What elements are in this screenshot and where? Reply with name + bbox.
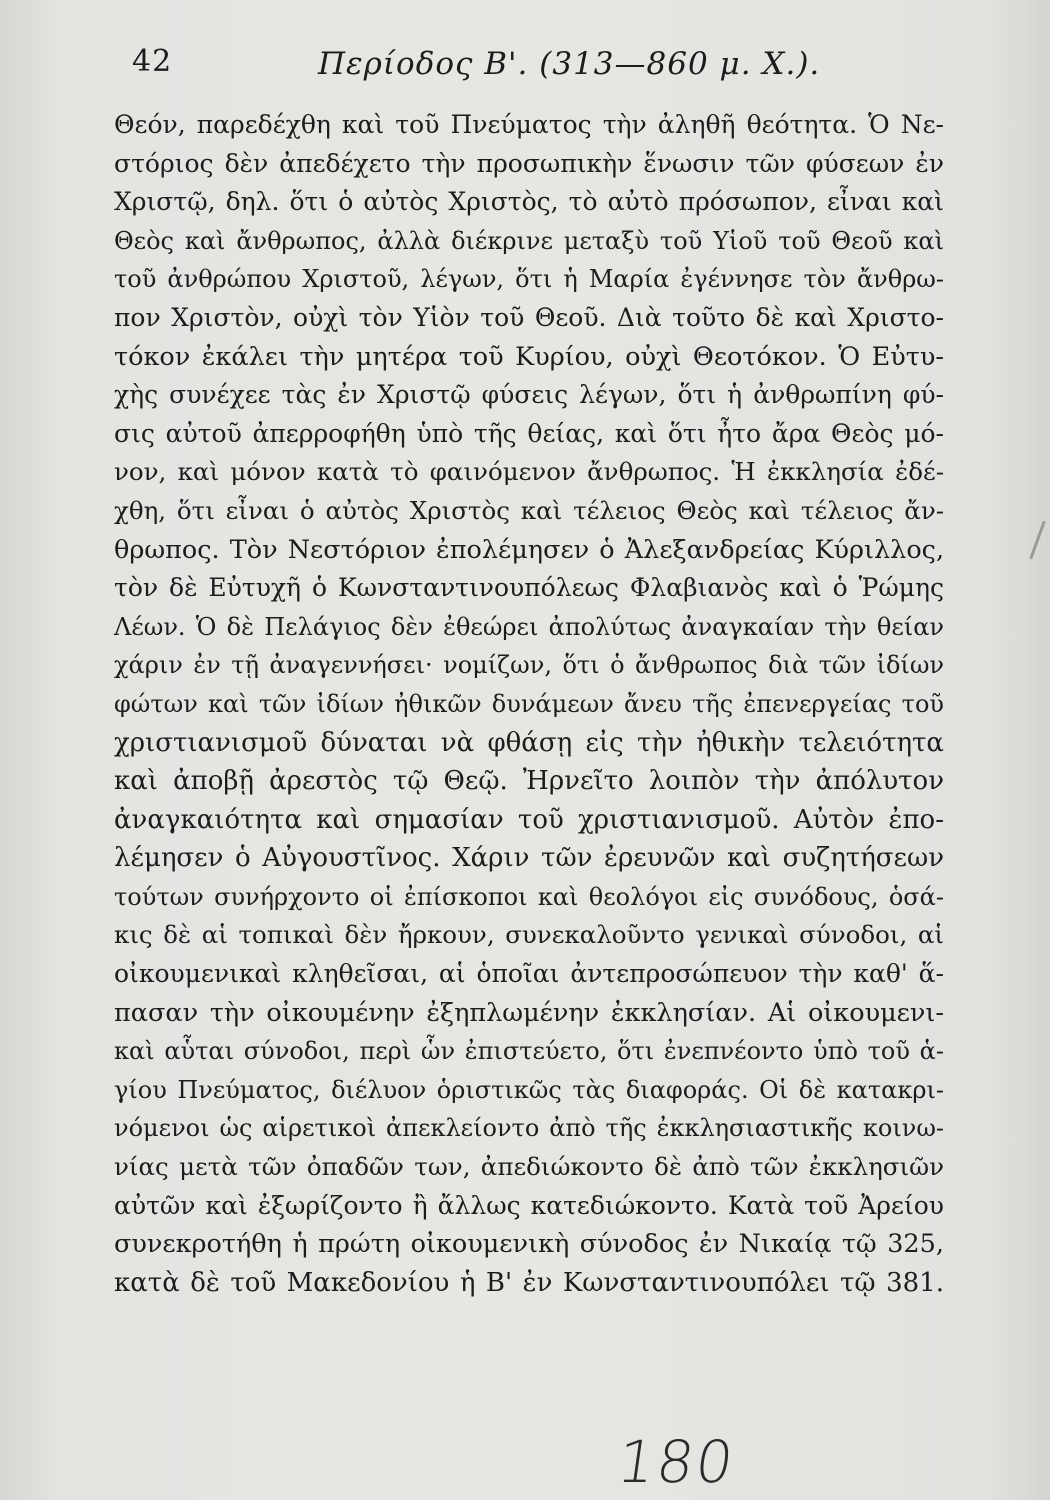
text-line: τοῦ ἀνθρώπου Χριστοῦ, λέγων, ὅτι ἡ Μαρία ἐγέννησε τὸν ἄνθρω- <box>114 265 944 294</box>
text-line: στόριος δὲν ἀπεδέχετο τὴν προσωπικὴν ἕνωσιν τῶν φύσεων ἐν <box>114 148 944 178</box>
text-line: φώτων καὶ τῶν ἰδίων ἠθικῶν δυνάμεων ἄνευ τῆς ἐπενεργείας τοῦ <box>114 689 944 718</box>
text-line: νόμενοι ὡς αἱρετικοὶ ἀπεκλείοντο ἀπὸ τῆς ἐκκλησιαστικῆς κοινω- <box>114 1114 944 1143</box>
page-number: 42 <box>132 44 173 79</box>
text-line: τὸν δὲ Εὐτυχῆ ὁ Κωνσταντινουπόλεως Φλαβιανὸς καὶ ὁ Ῥώμης <box>114 573 944 603</box>
text-line: καὶ ἀποβῇ ἀρεστὸς τῷ Θεῷ. Ἠρνεῖτο λοιπὸν τὴν ἀπόλυτον <box>114 766 944 797</box>
text-line: πον Χριστὸν, οὐχὶ τὸν Υἱὸν τοῦ Θεοῦ. Διὰ τοῦτο δὲ καὶ Χριστο- <box>114 302 944 332</box>
text-line: τόκον ἐκάλει τὴν μητέρα τοῦ Κυρίου, οὐχὶ Θεοτόκον. Ὁ Εὐτυ- <box>114 341 944 372</box>
text-line: Λέων. Ὁ δὲ Πελάγιος δὲν ἐθεώρει ἀπολύτως ἀναγκαίαν τὴν θείαν <box>114 612 944 641</box>
body-text <box>114 106 944 1302</box>
text-line: οἰκουμενικαὶ κληθεῖσαι, αἱ ὁποῖαι ἀντεπροσώπευον τὴν καθ' ἅ- <box>114 959 944 989</box>
text-line: τούτων συνήρχοντο οἱ ἐπίσκοποι καὶ θεολόγοι εἰς συνόδους, ὁσά- <box>114 882 944 911</box>
text-line: χάριν ἐν τῇ ἀναγεννήσει· νομίζων, ὅτι ὁ ἄνθρωπος διὰ τῶν ἰδίων <box>114 651 944 680</box>
page-header <box>0 44 1050 104</box>
text-line: χθη, ὅτι εἶναι ὁ αὐτὸς Χριστὸς καὶ τέλειος Θεὸς καὶ τέλειος ἄν- <box>114 495 944 525</box>
running-head: Περίοδος Β'. (313—860 μ. Χ.). <box>318 46 821 82</box>
text-line: ἀναγκαιότητα καὶ σημασίαν τοῦ χριστιανισμοῦ. Αὐτὸν ἐπο- <box>114 804 944 835</box>
handwritten-folio-number: 180 <box>613 1428 740 1496</box>
text-line: Χριστῷ, δηλ. ὅτι ὁ αὐτὸς Χριστὸς, τὸ αὐτὸ πρόσωπον, εἶναι καὶ <box>114 187 944 217</box>
text-line: κις δὲ αἱ τοπικαὶ δὲν ἤρκουν, συνεκαλοῦντο γενικαὶ σύνοδοι, αἱ <box>114 920 944 950</box>
margin-mark <box>1029 521 1046 560</box>
text-line: κατὰ δὲ τοῦ Μακεδονίου ἡ Β' ἐν Κωνσταντινουπόλει τῷ 381. <box>114 1267 944 1298</box>
text-line: νον, καὶ μόνον κατὰ τὸ φαινόμενον ἄνθρωπος. Ἡ ἐκκλησία ἐδέ- <box>114 457 944 487</box>
text-line: Θεὸς καὶ ἄνθρωπος, ἀλλὰ διέκρινε μεταξὺ τοῦ Υἱοῦ τοῦ Θεοῦ καὶ <box>114 226 944 255</box>
text-line: αὐτῶν καὶ ἐξωρίζοντο ἢ ἄλλως κατεδιώκοντο. Κατὰ τοῦ Ἀρείου <box>114 1190 944 1220</box>
text-line: χριστιανισμοῦ δύναται νὰ φθάσῃ εἰς τὴν ἠθικὴν τελειότητα <box>114 727 944 758</box>
text-line: Θεόν, παρεδέχθη καὶ τοῦ Πνεύματος τὴν ἀληθῆ θεότητα. Ὁ Νε- <box>114 110 944 139</box>
text-line: θρωπος. Τὸν Νεστόριον ἐπολέμησεν ὁ Ἀλεξανδρείας Κύριλλος, <box>114 534 945 565</box>
text-line: νίας μετὰ τῶν ὀπαδῶν των, ἀπεδιώκοντο δὲ ἀπὸ τῶν ἐκκλησιῶν <box>114 1152 944 1182</box>
text-line: συνεκροτήθη ἡ πρώτη οἰκουμενικὴ σύνοδος ἐν Νικαίᾳ τῷ 325, <box>114 1229 944 1260</box>
text-line: πασαν τὴν οἰκουμένην ἐξηπλωμένην ἐκκλησίαν. Αἱ οἰκουμενι- <box>114 997 944 1028</box>
text-line: σις αὐτοῦ ἀπερροφήθη ὑπὸ τῆς θείας, καὶ ὅτι ἦτο ἄρα Θεὸς μό- <box>114 418 944 448</box>
text-line: λέμησεν ὁ Αὐγουστῖνος. Χάριν τῶν ἐρευνῶν καὶ συζητήσεων <box>114 843 944 874</box>
text-line: χὴς συνέχεε τὰς ἐν Χριστῷ φύσεις λέγων, ὅτι ἡ ἀνθρωπίνη φύ- <box>114 380 944 410</box>
text-line: καὶ αὗται σύνοδοι, περὶ ὧν ἐπιστεύετο, ὅτι ἐνεπνέοντο ὑπὸ τοῦ ἁ- <box>114 1037 944 1066</box>
text-line: γίου Πνεύματος, διέλυον ὁριστικῶς τὰς διαφοράς. Οἱ δὲ κατακρι- <box>114 1075 944 1104</box>
